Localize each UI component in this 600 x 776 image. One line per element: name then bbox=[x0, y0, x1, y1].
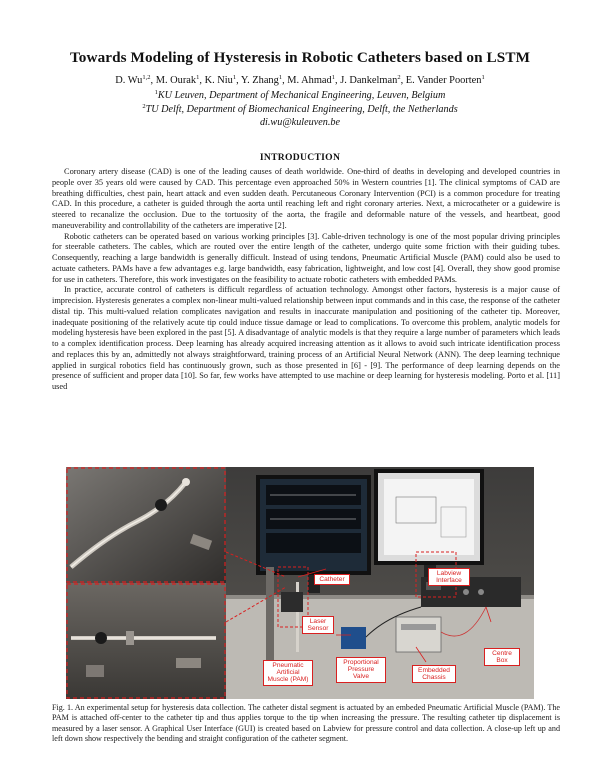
contact-email[interactable]: di.wu@kuleuven.be bbox=[259, 117, 341, 128]
author-name: E. Vander Poorten bbox=[405, 75, 482, 86]
label-laser-sensor: Laser Sensor bbox=[302, 616, 334, 634]
affiliation-1 bbox=[40, 89, 560, 101]
author-name: K. Niu bbox=[204, 75, 233, 86]
author-affil-mark: 1 bbox=[278, 74, 283, 81]
paragraph: In practice, accurate control of catheters is difficult regardless of actuation technology. Amongst other factors, hysteresis is a major cause of imprecision. Hysteresis generates a complex non-linear multi-valued relationship between input commands and in this case, the response of the catheter distal tip. This multi-valued relation complicates navigation and results in inaccurate manipulation and positioning of the catheter tip. Moreover, inadequate positioning of the relatively acute tip could induce tissue damage or lead to complications. To overcome this problem, analytic models for modeling hysteresis have been explored in the past [5]. A disadvantage of analytic models is that they require a large number of parameters which leads to a complex identification process. Deep learning has already acquired increasing attention as it allows to avoid such intricate identification process and replaces this by an, admittedly not always straightforward, training process of an Artificial Neural Network (ANN). The deep learning technique applied in surgical robotics field has continuously grown, such as those presented in [6] - [9]. The performance of deep learning depends on the presence of sufficient and proper data [10]. So far, few works have attempted to use machine or deep learning for hysteresis modeling. Porto et al. [11] used bbox=[52, 285, 560, 391]
paper-title: Towards Modeling of Hysteresis in Robotic Catheters based on LSTM bbox=[69, 49, 531, 66]
figure-1 bbox=[66, 467, 534, 699]
author-affil-mark: 1 bbox=[232, 74, 237, 81]
section-heading: INTRODUCTION bbox=[259, 152, 341, 163]
label-catheter: Catheter bbox=[314, 574, 350, 585]
author-affil-mark: 2 bbox=[397, 74, 401, 81]
label-labview-interface: Labview Interface bbox=[428, 568, 470, 586]
affiliation-mark: 2 bbox=[142, 103, 146, 110]
affiliation-text: TU Delft, Department of Biomechanical Engineering, Delft, the Netherlands bbox=[145, 104, 458, 115]
author-affil-mark: 1 bbox=[331, 74, 335, 81]
author-name: M. Ourak bbox=[155, 75, 197, 86]
label-embedded-chassis: Embedded Chassis bbox=[412, 665, 456, 683]
author-name: M. Ahmad bbox=[287, 75, 332, 86]
affiliation-2 bbox=[40, 103, 560, 115]
author-name: Y. Zhang bbox=[240, 75, 279, 86]
author-affil-mark: 1,2 bbox=[142, 74, 151, 81]
figure-caption: Fig. 1. An experimental setup for hysteresis data collection. The catheter distal segment is actuated by an embeded Pneumatic Artificial Muscle (PAM). The PAM is attached off-center to the catheter tip and thus applies torque to the tip when increasing the pressure. The resulting catheter tip displacement is measured by a laser sensor. A Graphical User Interface (GUI) is created based on Labview for pressure control and data collection. A close-up left up and left down show respectively the bending and straight configuration of the catheter segment. bbox=[52, 703, 560, 744]
paragraph: Coronary artery disease (CAD) is one of the leading causes of death worldwide. One-third of deaths in developing and developed countries in people over 35 years old were caused by CAD. This percentage even approached 50% in Western countries [1]. The clinical symptoms of CAD are breathing difficulties, chest pain, heart attack and even sudden death. Percutaneous Coronary Intervention (PCI) is a common procedure for treating CAD. In this procedure, a catheter is guided through the aorta until reaching left and right coronary arteries. Next, a microcatheter or a guidewire is steered to recanalize the occlusion. Due to the tortuosity of the aorta, the fragile and deformable nature of the vessels, and heartbeat, good maneuverability and controllability of the catheters are imperative [2]. bbox=[52, 167, 560, 230]
inset-straight-photo bbox=[66, 583, 226, 699]
bending-closeup-image bbox=[66, 467, 226, 583]
affiliation-text: KU Leuven, Department of Mechanical Engineering, Leuven, Belgium bbox=[157, 90, 446, 101]
author-name: J. Dankelman bbox=[340, 75, 398, 86]
inset-connector-lines bbox=[216, 547, 296, 627]
author-affil-mark: 1 bbox=[481, 74, 485, 81]
affiliation-mark: 1 bbox=[154, 89, 158, 96]
straight-closeup-image bbox=[66, 583, 226, 699]
label-pam: Pneumatic Artificial Muscle (PAM) bbox=[263, 660, 313, 686]
author-list: D. Wu$^{1,2}$, M. Ourak$^1$, K. Niu$^1$, Y. Zhang$^1$, M. Ahmad$^1$, J. Dankelman$^2$, E. Vander Poorten$^1$ bbox=[115, 74, 485, 86]
author-name: D. Wu bbox=[115, 75, 143, 86]
section-body bbox=[52, 167, 560, 393]
paragraph: Robotic catheters can be operated based on various working principles [3]. Cable-driven technology is one of the most popular driving principles for steerable catheters. The cables, which are routed over the entire length of the catheter, undergo quite some friction with their guiding tubes. Consequently, reaching a large bandwidth is generally difficult. Instead of using tendons, Pneumatic Artificial Muscle (PAM) could also be used to actuate catheters. PAMs have a few advantages e.g. large bandwidth, easy fabrication, lightweight, and low cost [4]. Overall, they show good promise for use in catheters. Therefore, this work investigates on the feasibility to actuate robotic catheters with embedded PAMs. bbox=[52, 231, 560, 284]
inset-bending-photo bbox=[66, 467, 226, 583]
label-centre-box: Centre Box bbox=[484, 648, 520, 666]
author-affil-mark: 1 bbox=[196, 74, 200, 81]
label-pressure-valve: Proportional Pressure Valve bbox=[336, 657, 386, 683]
